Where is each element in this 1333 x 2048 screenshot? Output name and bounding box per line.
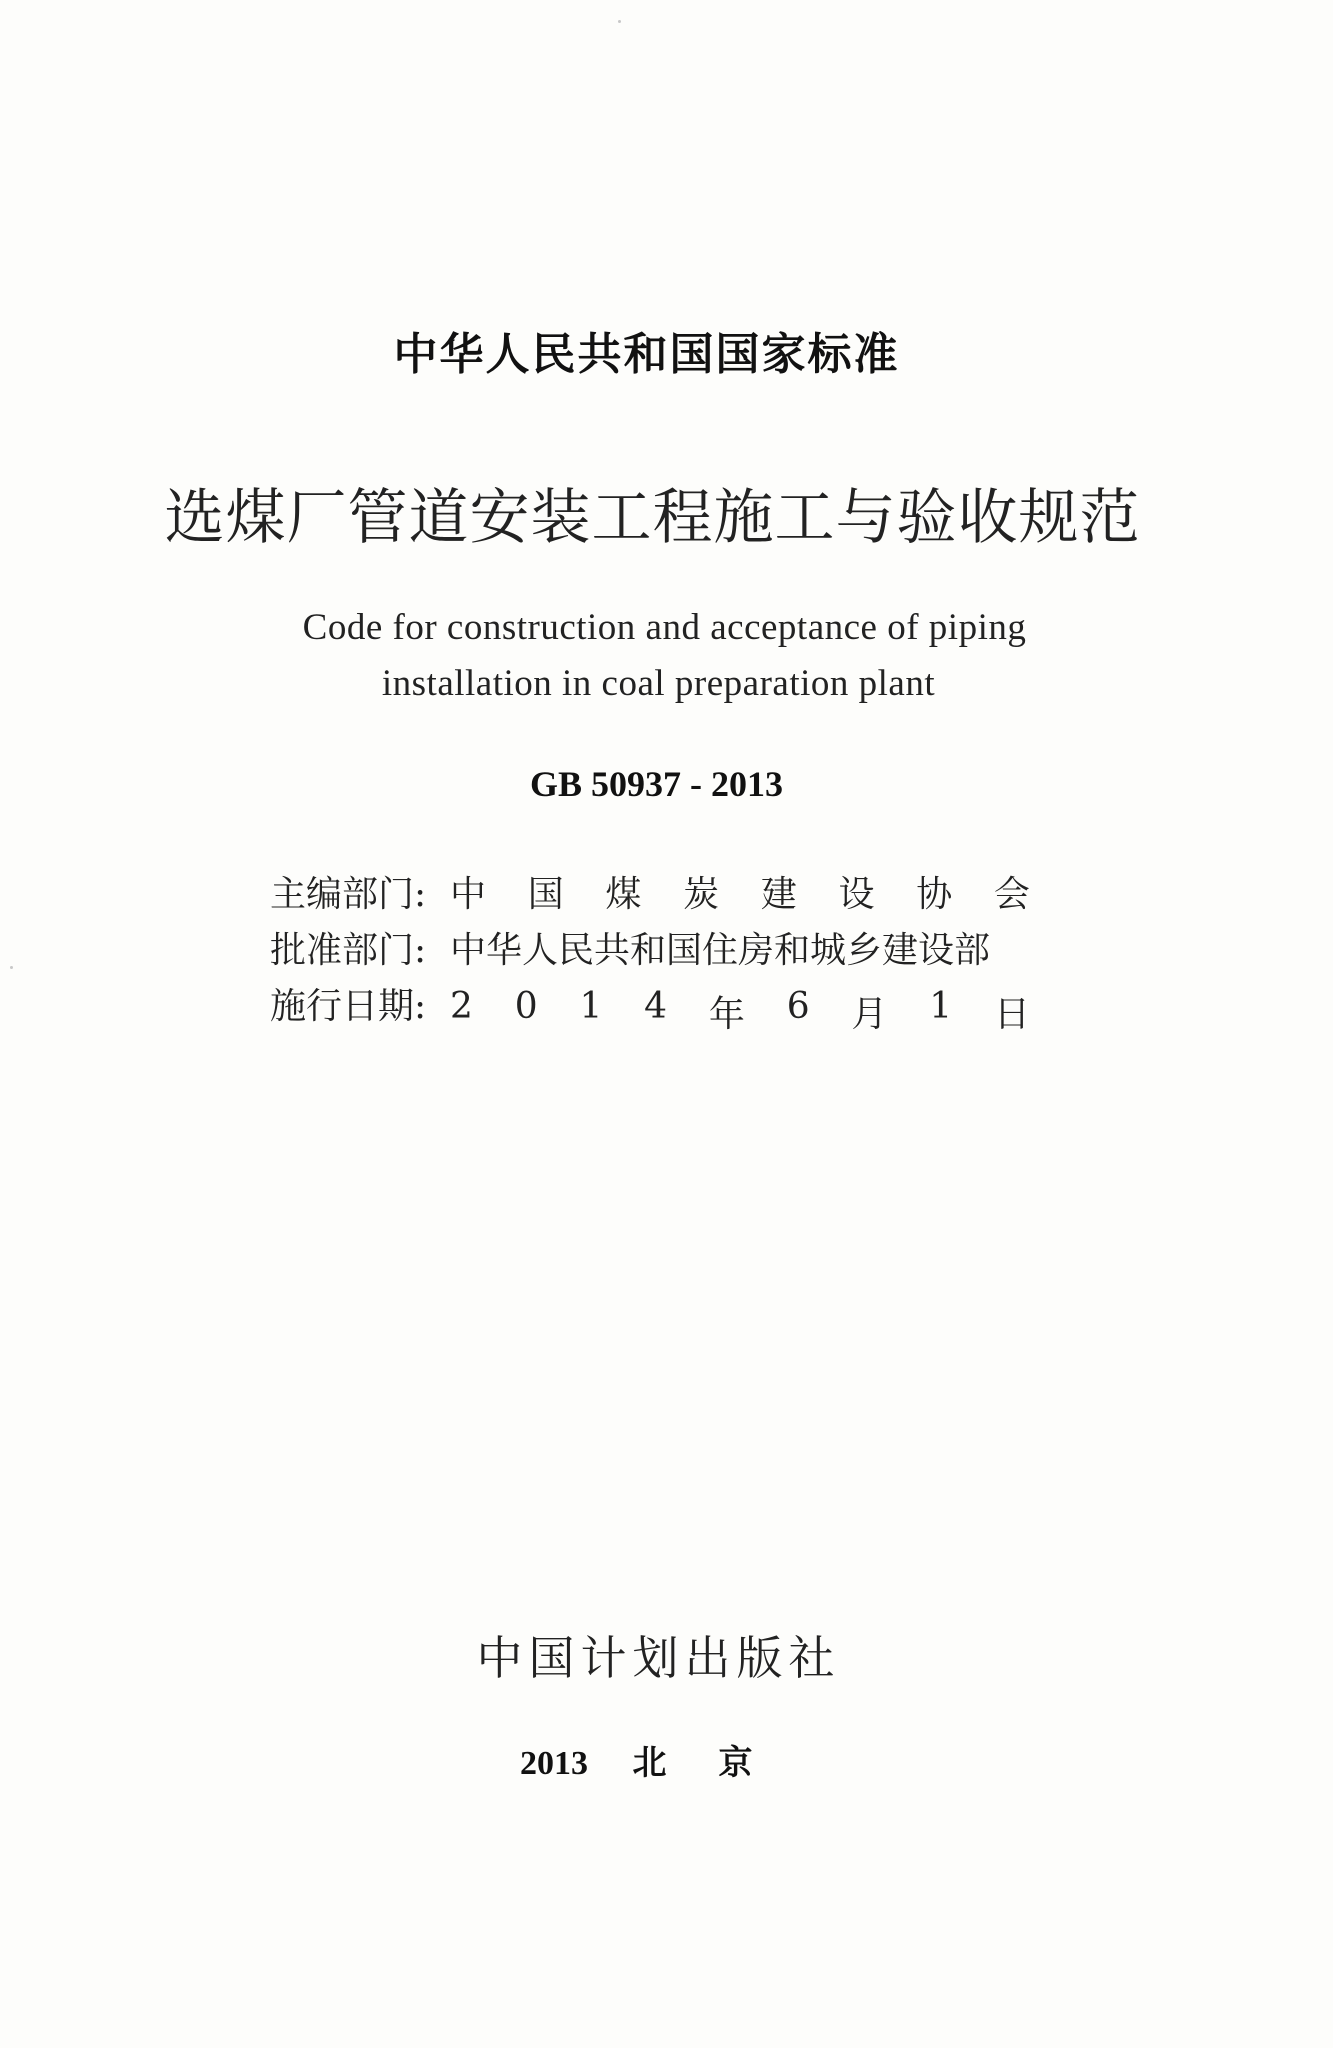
publisher: 中国计划出版社 [476,1631,841,1685]
date-char: 年 [708,994,745,1035]
editor-char: 设 [838,874,875,915]
editor-char: 协 [916,874,953,915]
approver-row [270,922,1030,973]
approver-label: 批准部门: [270,930,427,971]
date-char: 1 [929,986,953,1027]
effective-date-value [450,986,1030,1037]
editor-char: 炭 [683,874,720,915]
document-title-english-line-1: Code for construction and acceptance of piping [302,607,1027,648]
document-title-english-line-2: installation in coal preparation plant [381,663,936,704]
editor-char: 煤 [605,874,642,915]
standard-series: 中华人民共和国国家标准 [393,329,900,380]
editor-label: 主编部门: [270,874,427,915]
standard-code: GB 50937 - 2013 [529,764,783,804]
effective-date-row [270,978,1030,1037]
publication-year: 2013 [520,1745,588,1782]
publication-city: 北京 [632,1743,805,1783]
document-title-chinese: 选煤厂管道安装工程施工与验收规范 [164,483,1141,553]
editor-char: 中 [450,874,487,915]
editor-row [270,866,1030,917]
editor-char: 国 [527,874,564,915]
date-char: 月 [851,994,888,1035]
publication-place-year [520,1735,805,1784]
date-char: 1 [579,986,603,1027]
effective-date-label: 施行日期: [270,986,427,1027]
editor-char: 建 [760,874,797,915]
date-char: 0 [514,986,538,1027]
scan-speck [618,20,621,23]
editor-value [450,866,1030,917]
date-char: 6 [786,986,810,1027]
editor-char: 会 [993,874,1030,915]
date-char: 2 [450,986,473,1027]
approver-value: 中华人民共和国住房和城乡建设部 [450,930,991,971]
scan-speck [10,966,13,969]
date-char: 日 [993,994,1030,1035]
date-char: 4 [644,986,668,1027]
